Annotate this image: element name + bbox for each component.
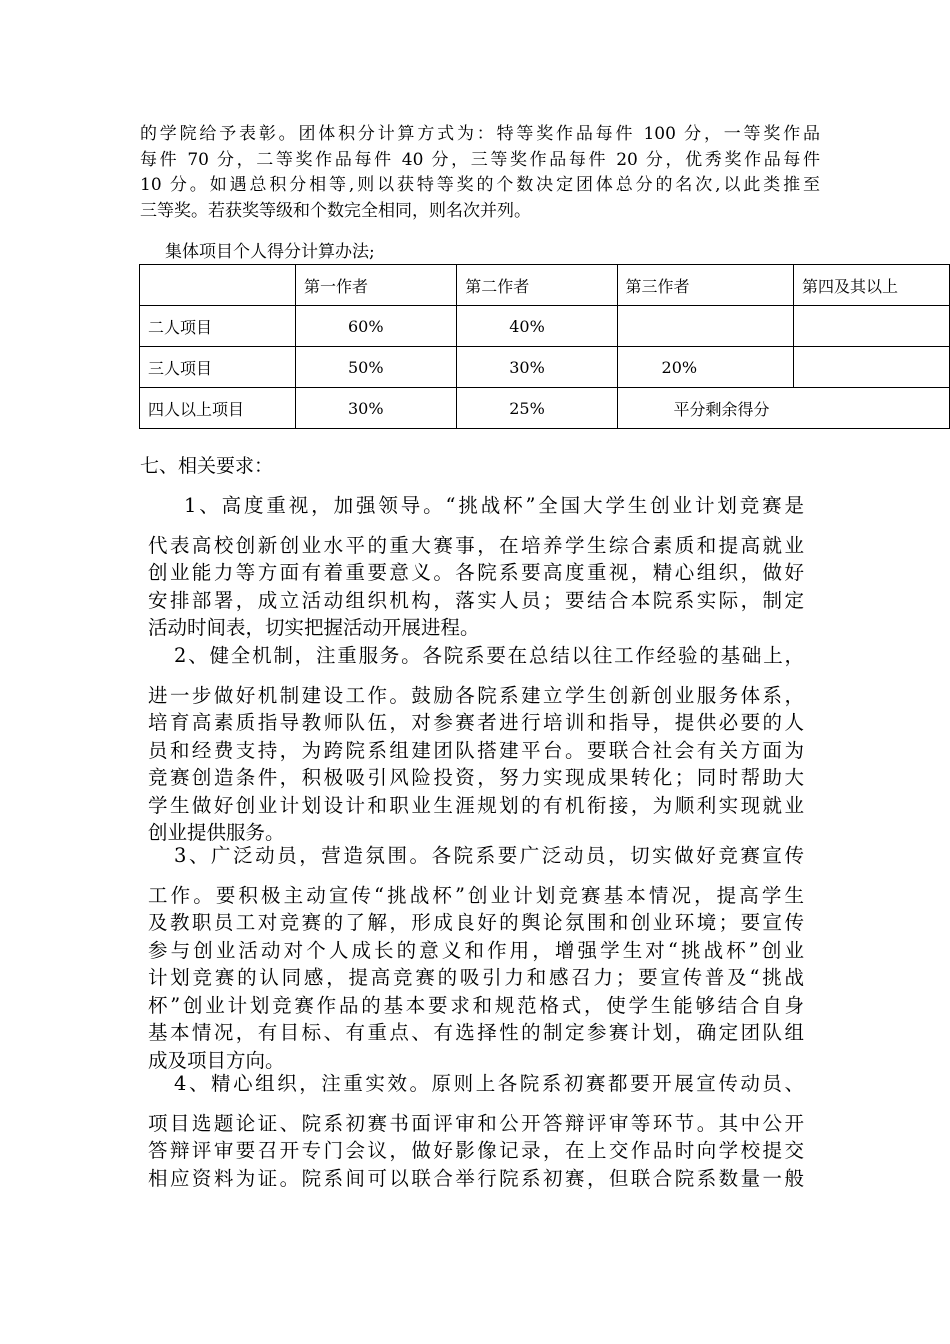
text-line: 每件 70 分，二等奖作品每件 40 分，三等奖作品每件 20 分，优秀奖作品每件: [140, 149, 820, 170]
text-line: 的学院给予表彰。团体积分计算方式为：特等奖作品每件 100 分，一等奖作品: [140, 124, 820, 144]
table-header-cell: 第三作者: [617, 265, 793, 306]
requirement-item-3: [148, 842, 804, 1074]
table-header-cell: 第四及其以上: [793, 265, 949, 306]
text-line: 创业能力等方面有着重要意义。各院系要高度重视，精心组织，做好: [148, 561, 804, 584]
table-cell: 30%: [457, 347, 617, 388]
text-line: 活动时间表，切实把握活动开展进程。: [148, 616, 480, 639]
text-line: 答辩评审要召开专门会议，做好影像记录，在上交作品时向学校提交: [148, 1139, 804, 1162]
text-line: 竞赛创造条件，积极吸引风险投资，努力实现成果转化；同时帮助大: [148, 766, 804, 789]
table-row-label: 三人项目: [140, 347, 296, 388]
table-row: [140, 347, 950, 388]
text-line: 学生做好创业计划设计和职业生涯规划的有机衔接，为顺利实现就业: [148, 793, 804, 817]
table-row: [140, 306, 950, 347]
text-line: 代表高校创新创业水平的重大赛事，在培养学生综合素质和提高就业: [148, 533, 804, 557]
table-cell: 50%: [295, 347, 456, 388]
text-line: 项目选题论证、院系初赛书面评审和公开答辩评审等环节。其中公开: [148, 1111, 804, 1135]
score-table: [139, 264, 950, 429]
section-heading: 七、相关要求：: [140, 455, 274, 477]
requirement-item-4: [148, 1070, 804, 1192]
table-header-cell: 第二作者: [457, 265, 617, 306]
table-row-label: 二人项目: [140, 306, 296, 347]
text-line: 工作。要积极主动宣传“挑战杯”创业计划竞赛基本情况，提高学生: [148, 883, 804, 907]
requirement-first-line: 1、高度重视，加强领导。“挑战杯”全国大学生创业计划竞赛是: [184, 494, 804, 517]
table-cell: 60%: [295, 306, 456, 347]
table-caption: 集体项目个人得分计算办法;: [165, 242, 375, 262]
text-line: 员和经费支持，为跨院系组建团队搭建平台。要联合社会有关方面为: [148, 738, 804, 762]
text-line: 基本情况，有目标、有重点、有选择性的制定参赛计划，确定团队组: [148, 1021, 804, 1044]
table-cell: 40%: [457, 306, 617, 347]
text-line: 成及项目方向。: [148, 1048, 285, 1072]
intro-paragraph: [140, 122, 820, 224]
table-row: [140, 388, 950, 429]
requirement-first-line: 3、广泛动员，营造氛围。各院系要广泛动员，切实做好竞赛宣传: [174, 844, 804, 867]
requirement-item-1: [148, 492, 804, 642]
text-line: 三等奖。若获奖等级和个数完全相同，则名次并列。: [140, 200, 531, 221]
text-line: 进一步做好机制建设工作。鼓励各院系建立学生创新创业服务体系，: [148, 683, 804, 707]
text-line: 计划竞赛的认同感，提高竞赛的吸引力和感召力；要宣传普及“挑战: [148, 966, 804, 989]
table-cell: [793, 306, 949, 347]
requirement-item-2: [148, 642, 804, 847]
text-line: 10 分。如遇总积分相等,则以获特等奖的个数决定团体总分的名次,以此类推至: [140, 175, 820, 195]
text-line: 参与创业活动对个人成长的意义和作用，增强学生对“挑战杯”创业: [148, 938, 804, 962]
table-merged-cell: 平分剩余得分: [617, 388, 949, 429]
table-row-label: 四人以上项目: [140, 388, 296, 429]
table-cell: 20%: [617, 347, 793, 388]
table-cell: [793, 347, 949, 388]
table-header-cell: 第一作者: [295, 265, 456, 306]
table-cell: 25%: [457, 388, 617, 429]
table-header-cell: [140, 265, 296, 306]
table-cell: [617, 306, 793, 347]
table-header-row: [140, 265, 950, 306]
text-line: 培育高素质指导教师队伍，对参赛者进行培训和指导，提供必要的人: [148, 711, 804, 734]
requirement-first-line: 2、健全机制，注重服务。各院系要在总结以往工作经验的基础上，: [174, 644, 804, 667]
table-cell: 30%: [295, 388, 456, 429]
text-line: 创业提供服务。: [148, 821, 285, 844]
text-line: 杯”创业计划竞赛作品的基本要求和规范格式，使学生能够结合自身: [148, 993, 804, 1017]
text-line: 相应资料为证。院系间可以联合举行院系初赛，但联合院系数量一般: [148, 1166, 804, 1190]
text-line: 安排部署，成立活动组织机构，落实人员；要结合本院系实际，制定: [148, 588, 804, 612]
text-line: 及教职员工对竞赛的了解，形成良好的舆论氛围和创业环境；要宣传: [148, 911, 804, 934]
requirement-first-line: 4、精心组织，注重实效。原则上各院系初赛都要开展宣传动员、: [174, 1072, 804, 1095]
